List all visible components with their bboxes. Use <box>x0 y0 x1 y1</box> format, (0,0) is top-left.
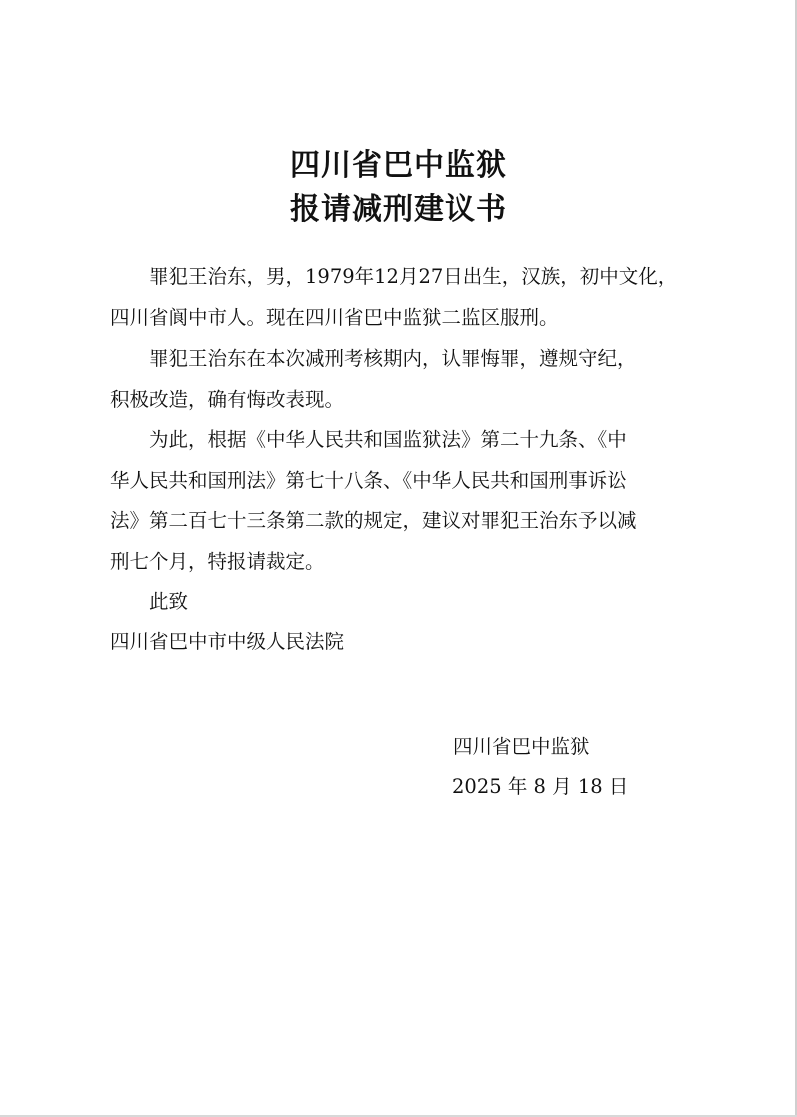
paragraph-conduct <box>110 339 700 420</box>
addressee: 四川省巴中市中级人民法院 <box>110 630 345 653</box>
paragraph-line: 法》第二百七十三条第二款的规定，建议对罪犯王治东予以减 <box>110 509 637 532</box>
paragraph-line: 刑七个月，特报请裁定。 <box>110 549 325 573</box>
closing-text: 此致 <box>149 590 189 613</box>
closing-salutation <box>110 582 700 623</box>
document-title-line-2: 报请减刑建议书 <box>290 192 507 227</box>
paragraph-legal-basis <box>110 420 700 582</box>
paragraph-line: 四川省阆中市人。现在四川省巴中监狱二监区服刑。 <box>110 305 559 329</box>
paragraph-line: 华人民共和国刑法》第七十八条、《中华人民共和国刑事诉讼 <box>110 468 627 492</box>
paragraph-line: 积极改造，确有悔改表现。 <box>110 387 345 411</box>
paragraph-line: 罪犯王治东在本次减刑考核期内，认罪悔罪，遵规守纪， <box>149 347 637 370</box>
paragraph-inmate-info <box>110 257 700 338</box>
signature-date: 2025 年 8 月 18 日 <box>452 775 629 798</box>
paragraph-line: 为此，根据《中华人民共和国监狱法》第二十九条、《中 <box>149 428 627 451</box>
document-title-line-1: 四川省巴中监狱 <box>290 148 507 183</box>
paragraph-line: 罪犯王治东，男，1979年12月27日出生，汉族，初中文化， <box>149 265 678 288</box>
signature-organization: 四川省巴中监狱 <box>453 735 590 758</box>
